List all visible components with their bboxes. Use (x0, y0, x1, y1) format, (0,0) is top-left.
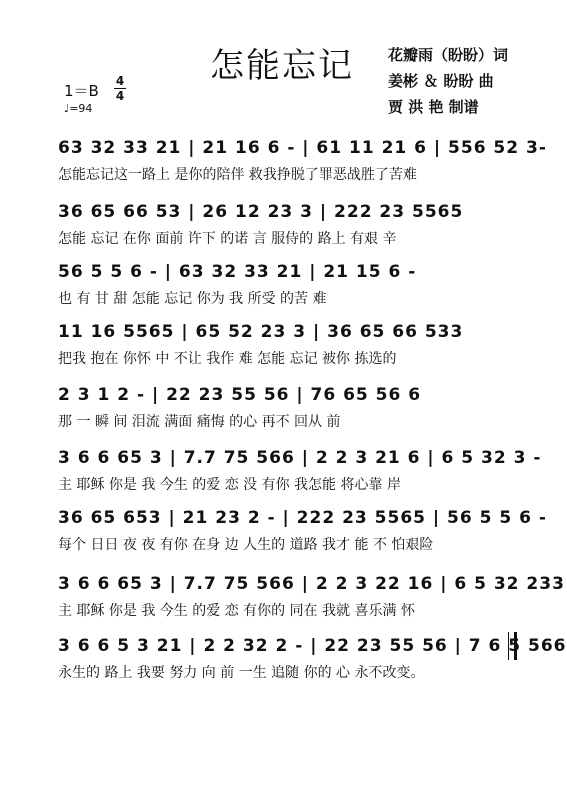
lyrics: 把我 抱在 你怀 中 不让 我作 难 怎能 忘记 被你 拣选的 (58, 351, 397, 367)
lyrics: 主 耶稣 你是 我 今生 的爱 恋 没 有你 我怎能 将心靠 岸 (58, 477, 401, 493)
score-line (58, 322, 513, 380)
meter-bottom: 4 (115, 89, 125, 103)
composer-credit: 姜彬 ＆ 盼盼 曲 (388, 72, 494, 90)
notes: 11 16 5565 | 65 52 23 3 | 36 65 66 533 (58, 322, 464, 342)
notes: 3 6 6 5 3 21 | 2 2 32 2 - | 22 23 55 56 | 7 6 5 566 (58, 636, 567, 656)
score-line (58, 138, 547, 196)
score-line (58, 574, 565, 632)
notes: 2 3 1 2 - | 22 23 55 56 | 76 65 56 6 (58, 385, 422, 405)
tempo-marking: ♩=94 (64, 102, 93, 115)
score-line (58, 508, 547, 566)
notes: 36 65 66 53 | 26 12 23 3 | 222 23 5565 (58, 202, 464, 222)
lyrics: 永生的 路上 我要 努力 向 前 一生 追随 你的 心 永不改变。 (58, 665, 425, 681)
final-barline (508, 632, 517, 660)
score-line (58, 385, 513, 443)
lyrics: 主 耶稣 你是 我 今生 的爱 恋 有你的 同在 我就 喜乐满 怀 (58, 603, 415, 619)
lyrics: 怎能忘记这一路上 是你的陪伴 救我挣脱了罪恶战胜了苦难 (58, 167, 417, 183)
lyricist-credit: 花瓣雨（盼盼）词 (388, 46, 509, 64)
notes: 3 6 6 65 3 | 7.7 75 566 | 2 2 3 21 6 | 6 5 32 3 - (58, 448, 542, 468)
score-line (58, 448, 542, 506)
meter-top: 4 (115, 74, 125, 88)
key-signature: 1＝B (64, 82, 99, 100)
lyrics: 也 有 甘 甜 怎能 忘记 你为 我 所受 的苦 难 (58, 291, 327, 307)
notes: 36 65 653 | 21 23 2 - | 222 23 5565 | 56 5 5 6 - (58, 508, 547, 528)
notes: 63 32 33 21 | 21 16 6 - | 61 11 21 6 | 556 52 3- (58, 138, 547, 158)
lyrics: 每个 日日 夜 夜 有你 在身 边 人生的 道路 我才 能 不 怕艰险 (58, 537, 434, 553)
lyrics: 那 一 瞬 间 泪流 满面 痛悔 的心 再不 回从 前 (58, 414, 341, 430)
page-title: 怎能忘记 (210, 46, 354, 86)
score-line (58, 202, 513, 260)
notes: 3 6 6 65 3 | 7.7 75 566 | 2 2 3 22 16 | 6 5 32 233 (58, 574, 565, 594)
arranger-credit: 贾 洪 艳 制谱 (388, 98, 479, 116)
notes: 56 5 5 6 - | 63 32 33 21 | 21 15 6 - (58, 262, 417, 282)
score-line (58, 636, 567, 694)
score-line (58, 262, 513, 320)
lyrics: 怎能 忘记 在你 面前 许下 的诺 言 服侍的 路上 有艰 辛 (58, 231, 397, 247)
